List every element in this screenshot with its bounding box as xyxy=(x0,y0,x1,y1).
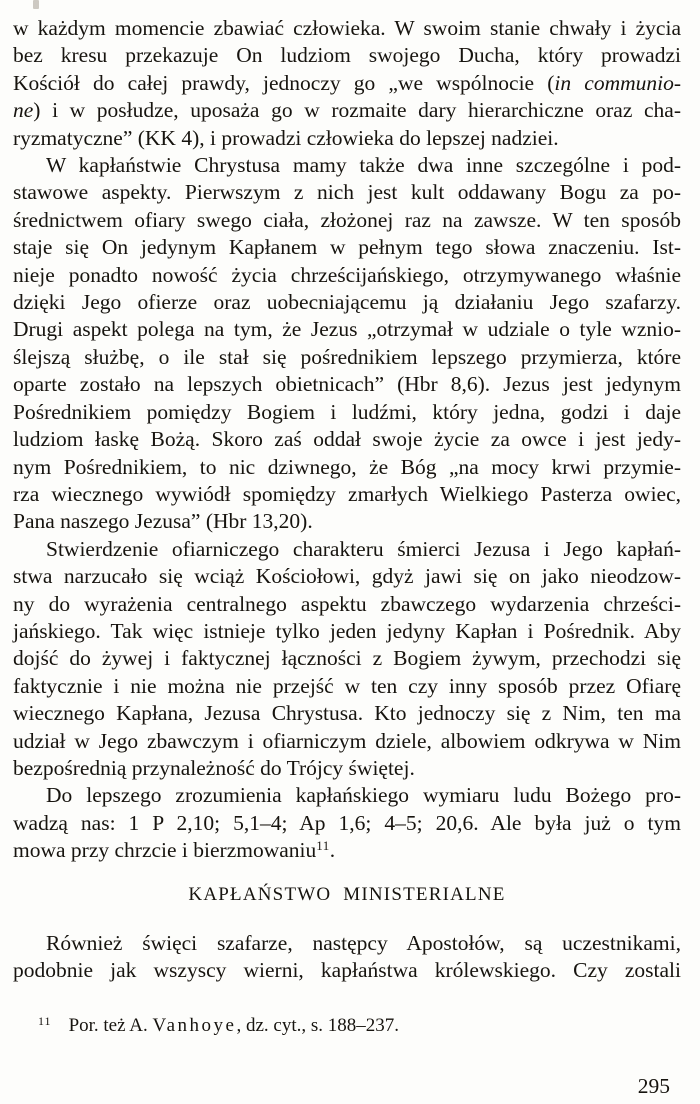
text-segment: wiecznego Kapłana, Jezusa Chrystusa. Kto jednoczy się z Nim, ten ma xyxy=(13,701,681,726)
text-line xyxy=(13,728,681,755)
text-line xyxy=(13,15,681,42)
text-line xyxy=(13,371,681,398)
text-segment: Por. też A. xyxy=(68,1015,153,1036)
text-line xyxy=(13,42,681,69)
text-segment: . xyxy=(329,838,336,863)
text-segment: jańskiego. Tak więc istnieje tylko jeden jedyny Kapłan i Pośrednik. Aby xyxy=(13,618,681,643)
page-number: 295 xyxy=(637,1074,670,1098)
text-line xyxy=(13,454,681,481)
text-segment: ludziom łaskę Bożą. Skoro zaś oddał swoje życie za owce i jest jedy- xyxy=(13,427,681,452)
text-segment: Do lepszego zrozumienia kapłańskiego wymiaru ludu Bożego pro- xyxy=(46,783,681,808)
text-segment: W kapłaństwie Chrystusa mamy także dwa inne szczególne i pod- xyxy=(46,153,681,178)
text-line xyxy=(13,125,681,152)
text-segment: dojść do żywej i faktycznej łączności z Bogiem żywym, przechodzi się xyxy=(13,646,681,671)
text-line xyxy=(13,837,681,864)
text-line xyxy=(13,591,681,618)
paragraph xyxy=(13,152,681,536)
text-line xyxy=(13,645,681,672)
text-segment: stwa narzucało się wciąż Kościołowi, gdyż jawi się on jako nieodzow- xyxy=(13,564,681,589)
text-segment: ryzmatyczne” (KK 4), i prowadzi człowieka do lepszej nadziei. xyxy=(13,125,559,150)
italic-segment: in communio- xyxy=(554,70,682,95)
text-line xyxy=(13,481,681,508)
text-segment: dzięki Jego ofierze oraz uobecniającemu ją działaniu Jego szafarzy. xyxy=(13,290,681,315)
text-segment: średnictwem ofiary swego ciała, złożonej raz na zawsze. W ten sposób xyxy=(13,207,681,232)
text-segment: nieje ponadto nowość życia chrześcijańskiego, otrzymywanego właśnie xyxy=(13,262,681,287)
text-segment: staje się On jedynym Kapłanem w pełnym tego słowa znaczeniu. Ist- xyxy=(13,235,681,260)
paragraph xyxy=(13,536,681,783)
text-line xyxy=(13,673,681,700)
section-heading: KAPŁAŃSTWO MINISTERIALNE xyxy=(188,883,506,905)
text-segment: stawowe aspekty. Pierwszym z nich jest kult oddawany Bogu za po- xyxy=(13,180,681,205)
text-line xyxy=(13,152,681,179)
text-line xyxy=(13,508,681,535)
superscript-note-marker: 11 xyxy=(316,838,330,854)
text-line xyxy=(13,262,681,289)
text-segment: podobnie jak wszyscy wierni, kapłaństwa królewskiego. Czy zostali xyxy=(13,958,681,982)
paragraph xyxy=(13,930,681,985)
text-segment: Pana naszego Jezusa” (Hbr 13,20). xyxy=(13,509,313,534)
paragraph xyxy=(13,15,681,152)
text-line xyxy=(13,70,681,97)
text-line xyxy=(13,234,681,261)
footnote-marker: 11 xyxy=(38,1014,52,1028)
footnote xyxy=(13,1014,613,1038)
text-segment: wadzą nas: 1 P 2,10; 5,1–4; Ap 1,6; 4–5; 20,6. Ale była już o tym xyxy=(13,810,681,835)
text-segment: bez kresu przekazuje On ludziom swojego Ducha, który prowadzi xyxy=(13,43,681,68)
text-segment: oparte zostało na lepszych obietnicach” (Hbr 8,6). Jezus jest jedynym xyxy=(13,372,681,397)
italic-segment: ne xyxy=(13,98,34,123)
letterspaced-author-name: Vanhoye xyxy=(152,1015,237,1036)
text-segment: Pośrednikiem pomiędzy Bogiem i ludźmi, który jedna, godzi i daje xyxy=(13,399,681,424)
text-segment: faktycznie i nie można nie przejść w ten czy inny sposób przez Ofiarę xyxy=(13,673,681,698)
text-segment: Drugi aspekt polega na tym, że Jezus „otrzymał w udziale o tyle wznio- xyxy=(13,317,681,342)
text-segment: Kościół do całej prawdy, jednoczy go „we wspólnocie ( xyxy=(13,70,555,95)
footnote-text xyxy=(69,1015,399,1036)
text-line xyxy=(13,426,681,453)
text-segment: ślejszą służbę, o ile stał się pośrednikiem lepszego przymierza, które xyxy=(13,344,681,369)
text-line xyxy=(13,782,681,809)
text-line xyxy=(13,289,681,316)
text-segment: Również święci szafarze, następcy Apostołów, są uczestnikami, xyxy=(46,930,681,955)
text-line xyxy=(13,316,681,343)
text-line xyxy=(13,957,681,984)
text-line xyxy=(13,97,681,124)
paragraph xyxy=(13,782,681,864)
text-line xyxy=(13,179,681,206)
main-text-block xyxy=(13,15,681,984)
text-line xyxy=(13,930,681,957)
text-line xyxy=(13,810,681,837)
text-segment: w każdym momencie zbawiać człowieka. W swoim stanie chwały i życia xyxy=(13,16,681,40)
text-segment: bezpośrednią przynależność do Trójcy świętej. xyxy=(13,755,415,780)
text-line xyxy=(13,536,681,563)
text-line xyxy=(13,344,681,371)
text-segment: mowa przy chrzcie i bierzmowaniu xyxy=(13,838,317,863)
text-segment: nym Pośrednikiem, to nic dziwnego, że Bóg „na mocy krwi przymie- xyxy=(13,454,681,479)
text-line xyxy=(13,700,681,727)
text-segment: ny do wyrażenia centralnego aspektu zbawczego wydarzenia chrześci- xyxy=(13,591,681,616)
scan-artifact xyxy=(33,0,39,9)
text-segment: rza wiecznego wywiódł spomiędzy zmarłych Wielkiego Pasterza owiec, xyxy=(13,481,681,506)
text-line xyxy=(13,207,681,234)
text-segment: udział w Jego zbawczym i ofiarniczym dziele, albowiem odkrywa w Nim xyxy=(13,728,681,753)
text-segment: , dz. cyt., s. 188–237. xyxy=(236,1015,400,1036)
text-line xyxy=(13,755,681,782)
text-line xyxy=(13,618,681,645)
text-line xyxy=(13,563,681,590)
text-line xyxy=(13,399,681,426)
text-segment: ) i w posłudze, uposaża go w rozmaite dary hierarchiczne oraz cha- xyxy=(33,98,681,123)
text-segment: Stwierdzenie ofiarniczego charakteru śmierci Jezusa i Jego kapłań- xyxy=(46,536,681,561)
